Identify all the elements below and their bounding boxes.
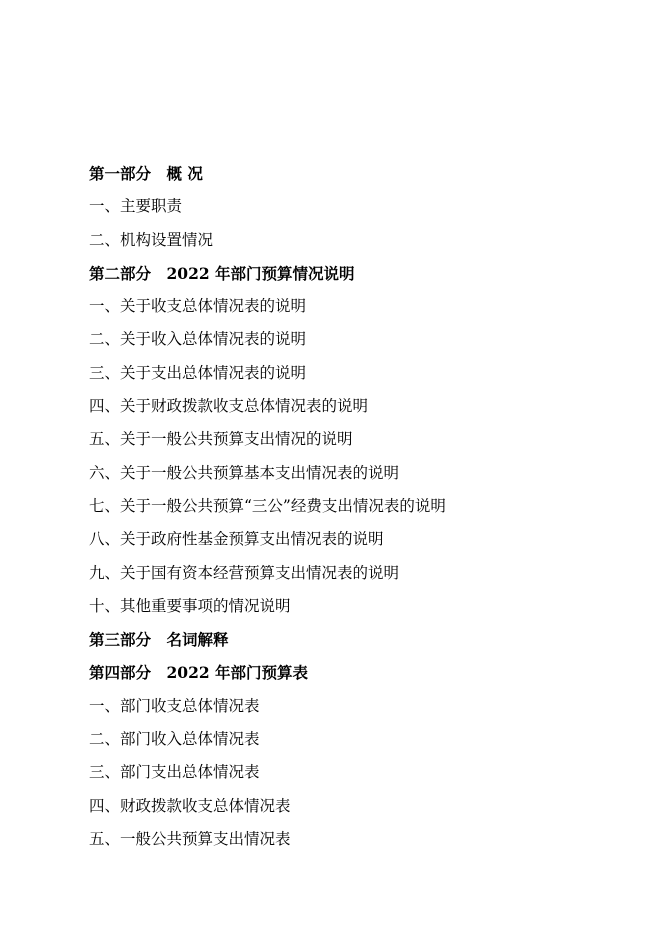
toc-part-heading-1[interactable]: 第一部分 概 况 xyxy=(89,164,203,183)
toc-item[interactable]: 十、其他重要事项的情况说明 xyxy=(89,596,291,615)
toc-item[interactable]: 九、关于国有资本经营预算支出情况表的说明 xyxy=(89,563,400,582)
toc-item[interactable]: 四、关于财政拨款收支总体情况表的说明 xyxy=(89,397,369,416)
table-of-contents xyxy=(89,157,649,856)
toc-part-heading-4[interactable]: 第四部分 2022 年部门预算表 xyxy=(89,663,309,683)
toc-item[interactable]: 七、关于一般公共预算“三公”经费支出情况表的说明 xyxy=(89,496,446,515)
toc-item[interactable]: 一、关于收支总体情况表的说明 xyxy=(89,297,307,316)
toc-item[interactable]: 六、关于一般公共预算基本支出情况表的说明 xyxy=(89,463,400,482)
toc-part-heading-3[interactable]: 第三部分 名词解释 xyxy=(89,630,229,650)
toc-item[interactable]: 一、主要职责 xyxy=(89,197,183,216)
toc-part-heading-2[interactable]: 第二部分 2022 年部门预算情况说明 xyxy=(89,263,355,283)
toc-item[interactable]: 一、部门收支总体情况表 xyxy=(89,696,260,715)
toc-item[interactable]: 二、关于收入总体情况表的说明 xyxy=(89,330,307,349)
toc-item[interactable]: 二、部门收入总体情况表 xyxy=(89,730,260,749)
toc-item[interactable]: 五、一般公共预算支出情况表 xyxy=(89,829,291,848)
toc-item[interactable]: 三、部门支出总体情况表 xyxy=(89,763,260,782)
toc-item[interactable]: 八、关于政府性基金预算支出情况表的说明 xyxy=(89,530,384,549)
toc-item[interactable]: 二、机构设置情况 xyxy=(89,230,214,249)
toc-item[interactable]: 五、关于一般公共预算支出情况的说明 xyxy=(89,430,353,449)
toc-item[interactable]: 四、财政拨款收支总体情况表 xyxy=(89,796,291,815)
toc-item[interactable]: 三、关于支出总体情况表的说明 xyxy=(89,363,307,382)
